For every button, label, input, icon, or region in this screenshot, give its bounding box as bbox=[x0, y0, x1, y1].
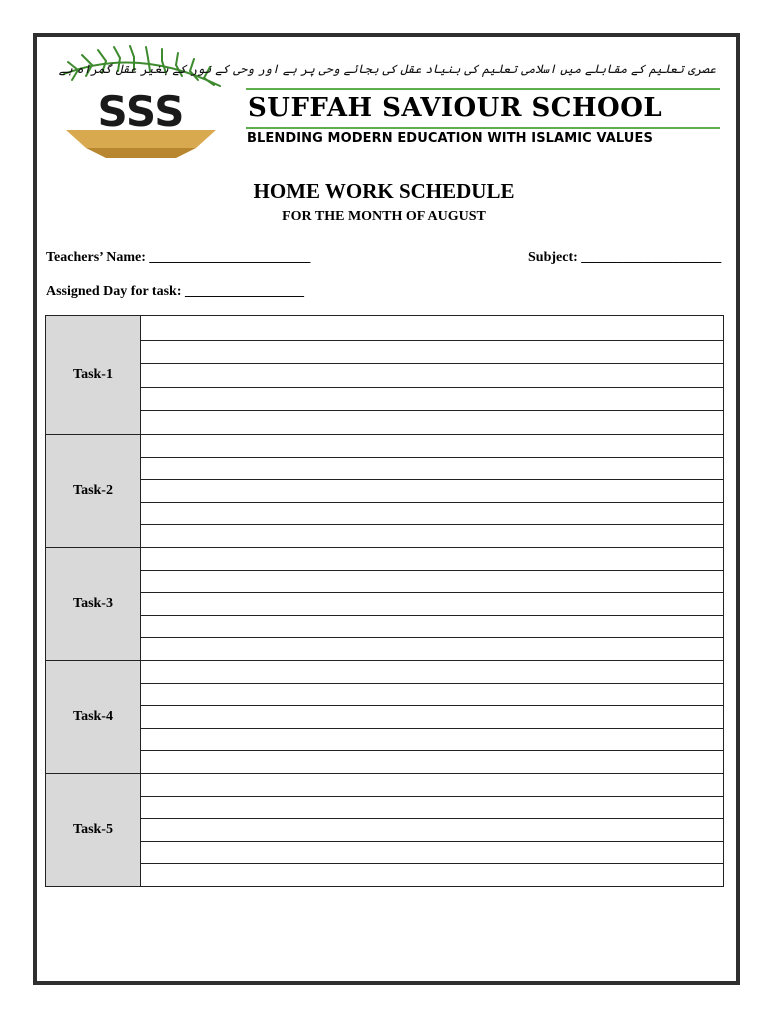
writing-line bbox=[141, 796, 723, 797]
logo-text: SSS bbox=[97, 87, 185, 136]
writing-line bbox=[141, 615, 723, 616]
writing-line bbox=[141, 457, 723, 458]
writing-line bbox=[141, 363, 723, 364]
school-name: SUFFAH SAVIOUR SCHOOL bbox=[248, 93, 663, 123]
task-label: Task-3 bbox=[46, 547, 141, 660]
task-block bbox=[46, 434, 723, 547]
writing-line bbox=[141, 340, 723, 341]
writing-line bbox=[141, 705, 723, 706]
assigned-day-field: Assigned Day for task: _________________ bbox=[46, 284, 304, 299]
writing-line bbox=[141, 410, 723, 411]
header-rule-bottom bbox=[246, 127, 720, 129]
task-writing-area[interactable] bbox=[141, 547, 723, 660]
schedule-table bbox=[45, 315, 724, 887]
writing-line bbox=[141, 479, 723, 480]
task-label: Task-4 bbox=[46, 660, 141, 773]
writing-line bbox=[141, 841, 723, 842]
task-writing-area[interactable] bbox=[141, 660, 723, 773]
writing-line bbox=[141, 502, 723, 503]
task-block bbox=[46, 660, 723, 773]
subject-field: Subject: ____________________ bbox=[528, 250, 722, 265]
task-divider bbox=[46, 773, 723, 774]
task-writing-area[interactable] bbox=[141, 316, 723, 434]
school-tagline: BLENDING MODERN EDUCATION WITH ISLAMIC VALUES bbox=[247, 131, 653, 146]
header-rule-top bbox=[246, 88, 720, 90]
writing-line bbox=[141, 750, 723, 751]
task-divider bbox=[46, 434, 723, 435]
task-writing-area[interactable] bbox=[141, 434, 723, 547]
writing-line bbox=[141, 683, 723, 684]
writing-line bbox=[141, 863, 723, 864]
task-divider bbox=[46, 660, 723, 661]
writing-line bbox=[141, 387, 723, 388]
task-label: Task-2 bbox=[46, 434, 141, 547]
task-writing-area[interactable] bbox=[141, 773, 723, 886]
document-subtitle: FOR THE MONTH OF AUGUST bbox=[282, 209, 486, 224]
task-block bbox=[46, 547, 723, 660]
writing-line bbox=[141, 524, 723, 525]
task-label: Task-5 bbox=[46, 773, 141, 886]
writing-line bbox=[141, 728, 723, 729]
task-block bbox=[46, 773, 723, 886]
writing-line bbox=[141, 637, 723, 638]
writing-line bbox=[141, 818, 723, 819]
task-block bbox=[46, 316, 723, 434]
writing-line bbox=[141, 570, 723, 571]
writing-line bbox=[141, 592, 723, 593]
urdu-motto: عصری تعلیم کے مقابلے میں اسلامی تعلیم کی بنیاد عقل کی بجائے وحی پر ہے اور وحی کے نور کے بغیر عقل گمراہ ہے bbox=[58, 62, 716, 76]
task-label: Task-1 bbox=[46, 316, 141, 434]
document-title: HOME WORK SCHEDULE bbox=[253, 179, 515, 203]
teacher-name-field: Teachers’ Name: _______________________ bbox=[46, 250, 311, 265]
task-divider bbox=[46, 547, 723, 548]
